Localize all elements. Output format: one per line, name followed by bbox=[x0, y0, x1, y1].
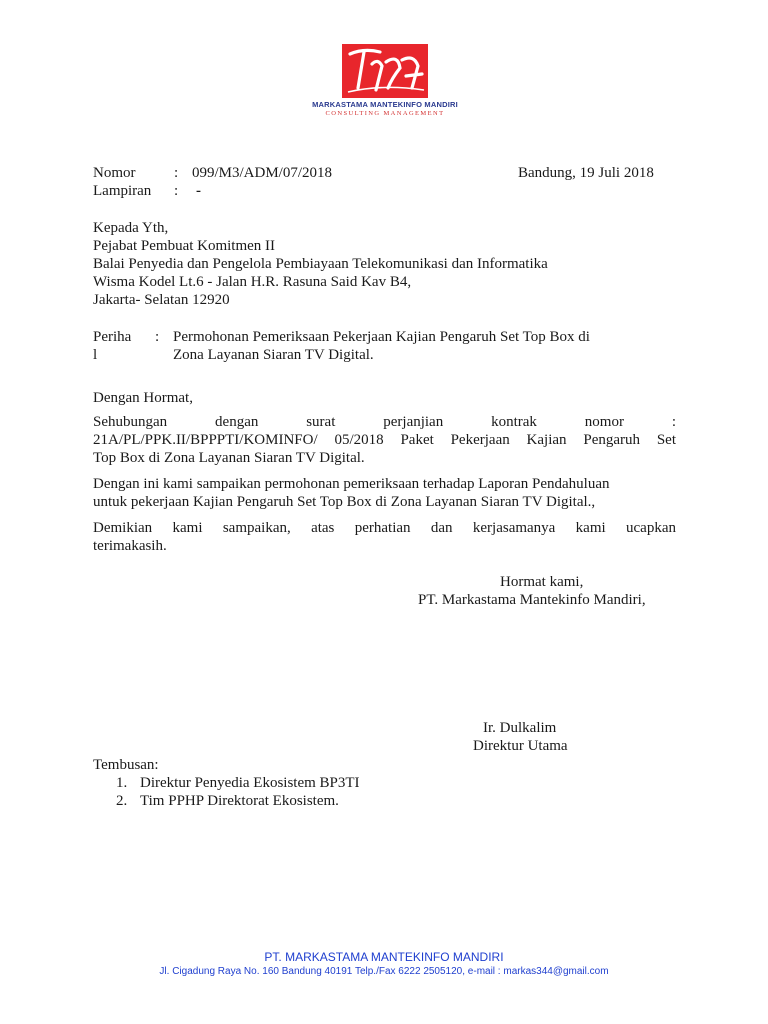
lampiran-separator: : bbox=[174, 183, 179, 199]
subject-separator: : bbox=[155, 329, 160, 345]
lampiran-value: - bbox=[196, 183, 201, 199]
recipient-line: Wisma Kodel Lt.6 - Jalan H.R. Rasuna Said Kav B4, bbox=[93, 274, 412, 290]
nomor-separator: : bbox=[174, 165, 179, 181]
company-logo bbox=[342, 44, 428, 98]
subject-text: Permohonan Pemeriksaan Pekerjaan Kajian Pengaruh Set Top Box di bbox=[173, 329, 590, 345]
logo-mark bbox=[342, 44, 428, 98]
subject-label: Periha bbox=[93, 329, 132, 345]
cc-item: Direktur Penyedia Ekosistem BP3TI bbox=[140, 775, 360, 791]
paragraph-line: terimakasih. bbox=[93, 538, 167, 554]
cc-item: Tim PPHP Direktorat Ekosistem. bbox=[140, 793, 339, 809]
nomor-value: 099/M3/ADM/07/2018 bbox=[192, 165, 333, 181]
cc-item-number: 2. bbox=[116, 793, 128, 809]
footer-company: PT. MARKASTAMA MANTEKINFO MANDIRI bbox=[264, 950, 504, 964]
paragraph-line: Sehubungan dengan surat perjanjian kontrak nomor : bbox=[93, 414, 676, 430]
cc-label: Tembusan: bbox=[93, 757, 159, 773]
recipient-line: Balai Penyedia dan Pengelola Pembiayaan Telekomunikasi dan Informatika bbox=[93, 256, 548, 272]
recipient-line: Pejabat Pembuat Komitmen II bbox=[93, 238, 276, 254]
place-date: Bandung, 19 Juli 2018 bbox=[518, 165, 654, 181]
closing-line: Hormat kami, bbox=[500, 574, 584, 590]
lampiran-label: Lampiran bbox=[93, 183, 152, 199]
subject-label-wrap: l bbox=[93, 347, 98, 363]
logo-company-name: MARKASTAMA MANTEKINFO MANDIRI bbox=[312, 100, 458, 109]
logo-tagline: CONSULTING MANAGEMENT bbox=[325, 110, 445, 117]
closing-company: PT. Markastama Mantekinfo Mandiri, bbox=[418, 592, 646, 608]
cc-item-number: 1. bbox=[116, 775, 128, 791]
greeting: Dengan Hormat, bbox=[93, 390, 193, 406]
footer-address: Jl. Cigadung Raya No. 160 Bandung 40191 Telp./Fax 6222 2505120, e-mail : markas344@gmail.com bbox=[159, 966, 609, 977]
paragraph-line: Dengan ini kami sampaikan permohonan pemeriksaan terhadap Laporan Pendahuluan bbox=[93, 476, 610, 492]
paragraph-line: Demikian kami sampaikan, atas perhatian dan kerjasamanya kami ucapkan bbox=[93, 520, 676, 536]
paragraph-line: Top Box di Zona Layanan Siaran TV Digital. bbox=[93, 450, 365, 466]
recipient-line: Kepada Yth, bbox=[93, 220, 169, 236]
paragraph-line: untuk pekerjaan Kajian Pengaruh Set Top Box di Zona Layanan Siaran TV Digital., bbox=[93, 494, 596, 510]
paragraph-line: 21A/PL/PPK.II/BPPPTI/KOMINFO/ 05/2018 Paket Pekerjaan Kajian Pengaruh Set bbox=[93, 432, 676, 448]
nomor-label: Nomor bbox=[93, 165, 136, 181]
signatory-title: Direktur Utama bbox=[473, 738, 568, 754]
subject-text: Zona Layanan Siaran TV Digital. bbox=[173, 347, 374, 363]
recipient-line: Jakarta- Selatan 12920 bbox=[93, 292, 230, 308]
signatory-name: Ir. Dulkalim bbox=[483, 720, 557, 736]
